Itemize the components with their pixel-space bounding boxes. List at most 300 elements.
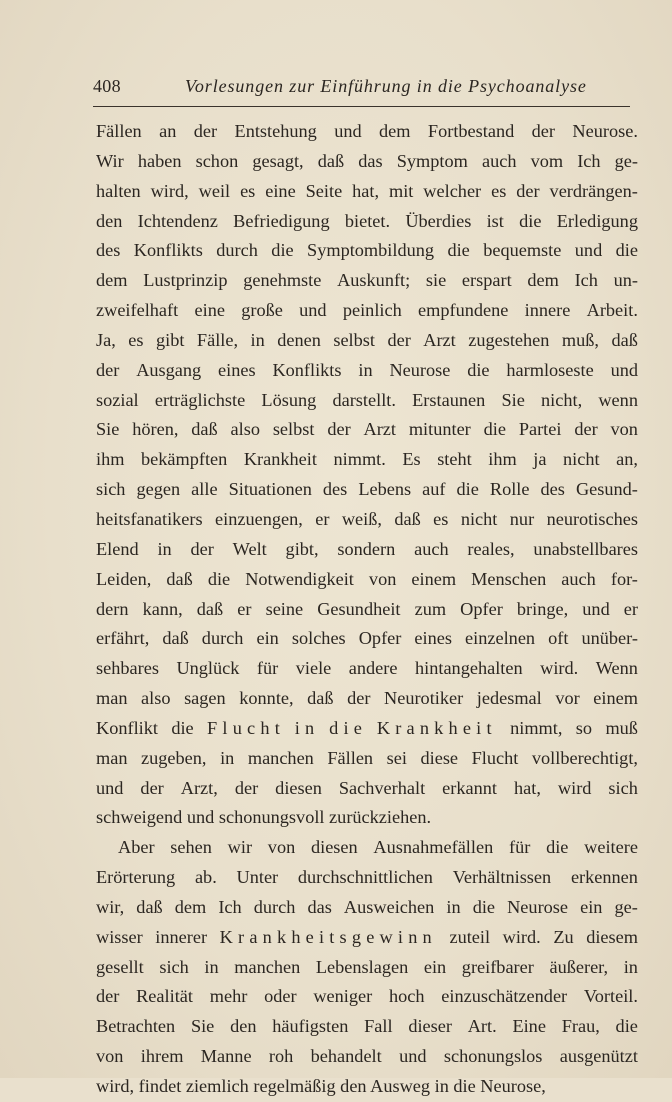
word: diesen <box>275 777 322 798</box>
word: Zu <box>553 926 574 947</box>
word: for- <box>610 568 638 589</box>
word: Sie <box>190 1016 215 1037</box>
text-line <box>96 386 638 416</box>
word: nicht <box>460 508 498 529</box>
word: dem <box>379 121 411 141</box>
word: Rolle <box>489 479 530 500</box>
word: gibt, <box>285 538 319 559</box>
word: Ich <box>218 896 242 917</box>
word: des <box>540 479 565 500</box>
text-line <box>96 475 638 505</box>
emphasis-spaced: Flucht in die Krankheit <box>207 717 497 738</box>
emphasis-spaced: Krankheitsgewinn <box>219 926 437 947</box>
word: man <box>96 688 128 709</box>
word: man <box>96 747 128 768</box>
word: Arzt <box>363 419 396 440</box>
word: Symptombildung <box>307 240 435 261</box>
text-line <box>96 953 638 983</box>
word: Sachverhalt <box>338 777 426 798</box>
word: zugeben, <box>141 747 207 768</box>
word: Erörterung <box>96 867 176 888</box>
word: daß <box>136 896 163 917</box>
word: und <box>96 777 124 798</box>
word: Seite <box>305 180 343 201</box>
word: sich <box>96 479 126 500</box>
word: Erledigung <box>556 210 638 231</box>
word: Unter <box>236 867 279 888</box>
word: Lebens <box>358 479 412 500</box>
word: sagen <box>184 688 226 709</box>
word: durch <box>253 896 296 917</box>
word: Art. <box>467 1016 497 1037</box>
page-number: 408 <box>93 76 121 96</box>
word: die <box>483 419 506 440</box>
text-line <box>96 684 638 714</box>
word: hoch <box>388 986 425 1007</box>
word: es <box>433 508 449 529</box>
text-line-content: wird, findet ziemlich regelmäßig den Ausweg in die Neurose, <box>96 1076 546 1096</box>
word: selbst <box>333 329 375 350</box>
text-line <box>96 415 638 445</box>
word: Realität <box>136 986 193 1007</box>
word: muß <box>605 717 638 738</box>
text-line <box>96 147 638 177</box>
word: gibt <box>155 329 185 350</box>
word: erkannt <box>442 777 497 798</box>
word: einzuengen, <box>215 508 303 529</box>
word: jedesmal <box>476 688 542 709</box>
word: neurotisches <box>546 508 638 529</box>
word: Elend <box>96 538 139 559</box>
word: die <box>615 1016 638 1037</box>
word: zuteil <box>449 926 491 947</box>
text-line <box>96 863 638 893</box>
word: manchen <box>247 747 314 768</box>
word: für <box>508 837 531 858</box>
word: hat, <box>514 777 541 798</box>
word: reales, <box>467 538 515 559</box>
word: in <box>204 956 219 977</box>
word: Aber <box>118 837 155 858</box>
word: Auskunft; <box>337 270 411 291</box>
text-line <box>96 982 638 1012</box>
word: darstellt. <box>332 389 396 410</box>
word: Es <box>402 449 421 470</box>
word: von <box>368 568 397 589</box>
word: un- <box>613 270 638 291</box>
word: wir, <box>96 896 125 917</box>
word: des <box>96 240 121 261</box>
word: Fälle, <box>196 329 239 350</box>
text-line <box>96 1012 638 1042</box>
word: Entstehung <box>234 121 317 141</box>
word: zugestehen <box>468 329 550 350</box>
word: greifbarer <box>461 956 534 977</box>
word: einem <box>593 688 638 709</box>
text-line <box>96 505 638 535</box>
word: daß <box>307 688 334 709</box>
word: innere <box>524 300 571 321</box>
word: ihm <box>488 449 517 470</box>
word: die <box>615 240 638 261</box>
text-line <box>96 535 638 565</box>
word: diesen <box>310 837 358 858</box>
word: gesagt, <box>252 150 304 171</box>
word: er <box>315 508 330 529</box>
word: unüber- <box>581 628 638 649</box>
word: empfundene <box>418 300 509 321</box>
word: Fall <box>364 1016 393 1037</box>
word: erspart <box>461 270 512 291</box>
word: in <box>358 359 373 380</box>
word: innerer <box>155 926 208 947</box>
word: mehr <box>209 986 248 1007</box>
word: Ichtendenz <box>137 210 218 231</box>
word: der <box>96 986 120 1007</box>
word: ein <box>423 956 447 977</box>
word: wird, <box>150 180 189 201</box>
word: der <box>516 180 540 201</box>
word: also <box>230 419 260 440</box>
word: dern <box>96 598 129 619</box>
word: erkennen <box>570 867 638 888</box>
word: in <box>157 538 172 559</box>
word: die <box>519 210 542 231</box>
body-text <box>96 117 638 1102</box>
word: der <box>140 777 164 798</box>
word: in <box>220 747 235 768</box>
word: eine <box>265 180 296 201</box>
word: Ich <box>574 270 598 291</box>
word: konnte, <box>239 688 294 709</box>
text-line <box>96 744 638 774</box>
word: viele <box>295 658 332 679</box>
word: schonungslos <box>443 1046 543 1067</box>
word: vor <box>555 688 580 709</box>
word: andere <box>348 658 398 679</box>
word: Eine <box>512 1016 546 1037</box>
word: harmloseste <box>506 359 594 380</box>
word: der <box>190 538 214 559</box>
word: ihrem <box>140 1046 184 1067</box>
word: Befriedigung <box>233 210 330 231</box>
text-line <box>96 565 638 595</box>
word: daß <box>162 628 189 649</box>
word: also <box>141 688 171 709</box>
word: welcher <box>423 180 482 201</box>
word: kann, <box>142 598 183 619</box>
word: ihm <box>96 449 125 470</box>
word: wenn <box>598 389 638 410</box>
word: Konflikts <box>133 240 203 261</box>
word: einzuschätzender <box>441 986 568 1007</box>
word: Arzt, <box>180 777 218 798</box>
word: und <box>334 121 362 141</box>
word: Sie <box>501 389 525 410</box>
word: die <box>467 359 490 380</box>
word: so <box>575 717 593 738</box>
word: unabstellbares <box>533 538 638 559</box>
word: eine <box>194 300 225 321</box>
word: Überdies <box>405 210 472 231</box>
text-line-content: schweigend und schonungsvoll zurückziehen. <box>96 807 432 828</box>
word: Neurotiker <box>384 688 464 709</box>
text-line <box>96 177 638 207</box>
word: die <box>472 896 496 917</box>
text-line <box>96 207 638 237</box>
word: hintangehalten <box>415 658 523 679</box>
word: Flucht <box>471 747 519 768</box>
word: Manne <box>200 1046 252 1067</box>
word: häufigsten <box>272 1016 349 1037</box>
word: vom <box>530 150 564 171</box>
word: Situationen <box>228 479 312 500</box>
word: erfährt, <box>96 628 150 649</box>
word: auch <box>414 538 449 559</box>
text-line <box>96 714 638 744</box>
word: Partei <box>518 419 562 440</box>
word: zweifelhaft <box>96 300 179 321</box>
running-head <box>93 76 629 106</box>
word: auch <box>561 568 596 589</box>
word: diese <box>420 747 459 768</box>
word: ge- <box>614 150 638 171</box>
word: es <box>128 329 144 350</box>
word: oft <box>548 628 569 649</box>
word: daß <box>611 329 638 350</box>
text-line <box>96 266 638 296</box>
text-line <box>96 654 638 684</box>
word: Leiden, <box>96 568 152 589</box>
word: der <box>327 419 351 440</box>
word: das <box>307 896 332 917</box>
word: dieser <box>408 1016 452 1037</box>
word: nimmt. <box>333 449 386 470</box>
word: Fällen <box>96 121 142 141</box>
word: Konflikts <box>272 359 342 380</box>
word: weil <box>198 180 231 201</box>
word: in <box>446 896 461 917</box>
word: Neurose. <box>572 121 638 141</box>
word: seine <box>265 598 304 619</box>
running-title: Vorlesungen zur Einführung in die Psychoanalyse <box>185 76 587 96</box>
word: durch <box>216 240 258 261</box>
word: sie <box>425 270 447 291</box>
text-line <box>96 803 638 833</box>
word: die <box>207 568 231 589</box>
word: zum <box>414 598 447 619</box>
word: Wenn <box>595 658 638 679</box>
word: Opfer <box>460 598 503 619</box>
word: Erstaunen <box>412 389 486 410</box>
word: peinlich <box>342 300 402 321</box>
word: von <box>96 1046 124 1067</box>
word: und <box>582 598 610 619</box>
text-line <box>96 1042 638 1072</box>
word: Betrachten <box>96 1016 176 1037</box>
word: dem <box>174 896 207 917</box>
word: der <box>387 329 411 350</box>
word: und <box>299 300 327 321</box>
word: Konflikt <box>96 717 158 738</box>
word: äußerer, <box>549 956 609 977</box>
word: die <box>456 479 479 500</box>
word: Fortbestand <box>427 121 515 141</box>
word: erträglichste <box>154 389 246 410</box>
word: daß <box>317 150 345 171</box>
text-line <box>96 445 638 475</box>
word: der <box>531 121 555 141</box>
word: mit <box>388 180 414 201</box>
word: er <box>237 598 252 619</box>
word: muß, <box>561 329 599 350</box>
header-rule <box>93 106 630 107</box>
word: ab. <box>194 867 217 888</box>
word: bringe, <box>516 598 569 619</box>
word: an <box>159 121 177 141</box>
word: wird. <box>502 926 541 947</box>
word: verdrängen- <box>549 180 638 201</box>
word: Arbeit. <box>586 300 638 321</box>
word: mitunter <box>408 419 471 440</box>
word: dem <box>527 270 559 291</box>
word: hören, <box>132 419 179 440</box>
word: in <box>623 956 638 977</box>
word: eines <box>414 628 452 649</box>
word: Ausweichen <box>343 896 435 917</box>
word: es <box>240 180 256 201</box>
word: wird <box>557 777 592 798</box>
word: Frau, <box>561 1016 600 1037</box>
word: Arzt <box>423 329 456 350</box>
word: Unglück <box>176 658 240 679</box>
word: weniger <box>313 986 373 1007</box>
word: gesellt <box>96 956 144 977</box>
word: an, <box>616 449 638 470</box>
text-line <box>96 923 638 953</box>
word: daß <box>394 508 421 529</box>
word: alle <box>191 479 218 500</box>
word: der <box>574 419 598 440</box>
word: behandelt <box>310 1046 382 1067</box>
text-line <box>96 624 638 654</box>
word: steht <box>437 449 472 470</box>
word: und <box>574 240 603 261</box>
word: schon <box>195 150 239 171</box>
word: oder <box>264 986 297 1007</box>
text-line <box>96 356 638 386</box>
word: Lustprinzip <box>143 270 228 291</box>
word: sei <box>386 747 407 768</box>
word: genehmste <box>243 270 322 291</box>
word: ein <box>580 896 603 917</box>
word: ge- <box>614 896 638 917</box>
word: auch <box>481 150 517 171</box>
word: Krankheit <box>243 449 317 470</box>
word: daß <box>191 419 218 440</box>
text-line <box>96 326 638 356</box>
word: des <box>322 479 348 500</box>
word: selbst <box>272 419 315 440</box>
word: nur <box>509 508 535 529</box>
word: roh <box>268 1046 294 1067</box>
word: wir <box>227 837 253 858</box>
text-line <box>96 236 638 266</box>
word: die <box>271 240 294 261</box>
word: Lebenslagen <box>315 956 409 977</box>
word: Fällen <box>327 747 374 768</box>
word: Gesund- <box>575 479 638 500</box>
word: Verhältnissen <box>452 867 552 888</box>
word: von <box>610 419 638 440</box>
word: daß <box>166 568 193 589</box>
word: sondern <box>337 538 396 559</box>
word: und <box>399 1046 427 1067</box>
word: haben <box>137 150 182 171</box>
word: weitere <box>584 837 638 858</box>
word: sozial <box>96 389 139 410</box>
word: den <box>230 1016 257 1037</box>
word: sehen <box>170 837 212 858</box>
word: Menschen <box>471 568 547 589</box>
word: das <box>358 150 383 171</box>
word: große <box>241 300 283 321</box>
word: Notwendigkeit <box>245 568 354 589</box>
word: sich <box>159 956 189 977</box>
word: bietet. <box>344 210 391 231</box>
word: nicht, <box>541 389 583 410</box>
word: hat, <box>352 180 380 201</box>
text-line <box>96 893 638 923</box>
word: nicht <box>563 449 600 470</box>
word: der <box>96 359 120 380</box>
word: manchen <box>234 956 301 977</box>
word: denen <box>277 329 321 350</box>
word: die <box>171 717 194 738</box>
word: sehbares <box>96 658 159 679</box>
text-line <box>96 833 638 863</box>
word: diesem <box>586 926 638 947</box>
word: heitsfanatikers <box>96 508 203 529</box>
word: ausgenützt <box>559 1046 638 1067</box>
word: ist <box>486 210 504 231</box>
word: der <box>347 688 371 709</box>
word: Ausgang <box>136 359 202 380</box>
word: Sie <box>96 419 120 440</box>
word: es <box>491 180 507 201</box>
word: ja <box>533 449 547 470</box>
word: Neurose <box>507 896 569 917</box>
word: Ich <box>577 150 601 171</box>
word: wisser <box>96 926 143 947</box>
word: in <box>250 329 265 350</box>
word: bequemste <box>483 240 562 261</box>
word: für <box>256 658 279 679</box>
text-line <box>96 595 638 625</box>
word: halten <box>96 180 141 201</box>
word: vollberechtigt, <box>531 747 638 768</box>
word: dem <box>96 270 128 291</box>
word: Welt <box>232 538 267 559</box>
word: nimmt, <box>510 717 563 738</box>
word: der <box>234 777 259 798</box>
word: von <box>267 837 296 858</box>
word: Vorteil. <box>583 986 638 1007</box>
word: Opfer <box>358 628 402 649</box>
word: die <box>546 837 569 858</box>
word: Lösung <box>261 389 317 410</box>
text-line <box>96 1072 638 1102</box>
